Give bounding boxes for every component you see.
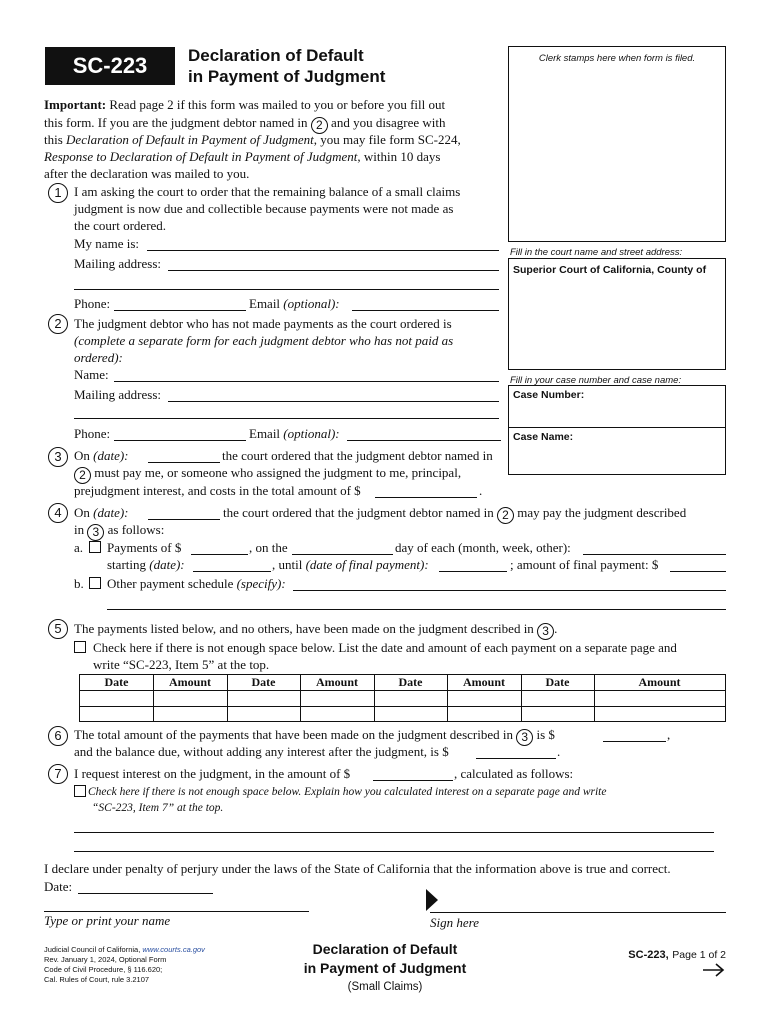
item2-email-label bbox=[249, 425, 340, 442]
table-header-date-4: Date bbox=[545, 675, 570, 689]
important-text-4a: Response to Declaration of Default in Payment of Judgment bbox=[44, 149, 358, 164]
clerk-stamp-box bbox=[508, 46, 726, 242]
footer-title bbox=[275, 940, 495, 996]
item4-line1b: the court ordered that the judgment debtor named in bbox=[223, 505, 494, 520]
item4a-starting bbox=[107, 556, 185, 573]
item4b-label: b. bbox=[74, 576, 84, 591]
item2-phone-label: Phone: bbox=[74, 426, 111, 441]
item4b-other bbox=[107, 575, 286, 592]
footer-source bbox=[44, 945, 205, 985]
item7-check-line1: Check here if there is not enough space below. Explain how you calculated interest on a separate page and write bbox=[88, 786, 607, 798]
item4a-label: a. bbox=[74, 540, 84, 555]
item2-email-text: Email bbox=[249, 426, 281, 441]
footer-website-link[interactable]: www.courts.ca.gov bbox=[142, 945, 205, 954]
important-text-2b: and you disagree with bbox=[331, 115, 446, 130]
item4a-period-field[interactable] bbox=[583, 554, 726, 555]
item1-line2: judgment is now due and collectible because payments were not made as bbox=[74, 201, 454, 216]
item4a-final-amount-label: ; amount of final payment: $ bbox=[510, 557, 659, 572]
item3-on: On bbox=[74, 448, 90, 463]
item2-name-field[interactable] bbox=[114, 381, 499, 382]
item1-name-field[interactable] bbox=[147, 250, 499, 251]
item7-explanation-field[interactable] bbox=[74, 832, 714, 833]
item7-check-line2: “SC-223, Item 7” at the top. bbox=[92, 802, 224, 814]
item1-phone-field[interactable] bbox=[114, 310, 246, 311]
item6-period: . bbox=[557, 744, 561, 759]
signature-field[interactable] bbox=[430, 912, 726, 913]
item4a-starting-date: (date): bbox=[149, 557, 185, 572]
table-header-date-2: Date bbox=[251, 675, 276, 689]
item4-on-label bbox=[74, 504, 129, 521]
item4a-starting-text: starting bbox=[107, 557, 146, 572]
item-number-2: 2 bbox=[48, 314, 68, 334]
item4-line1c: may pay the judgment described bbox=[517, 505, 687, 520]
item1-line3: the court ordered. bbox=[74, 218, 167, 233]
important-text-1: Read page 2 if this form was mailed to you or before you fill out bbox=[106, 97, 446, 112]
declaration-date-label: Date: bbox=[44, 879, 73, 894]
footer-page-number: Page 1 of 2 bbox=[672, 949, 726, 961]
footer-title-line1: Declaration of Default bbox=[312, 941, 458, 957]
important-text-3a: this bbox=[44, 132, 63, 147]
item3-line2-text: must pay me, or someone who assigned the judgment to me, principal, bbox=[94, 465, 462, 480]
item-ref-circle-3b: 3 bbox=[537, 623, 554, 640]
item3-date-field[interactable] bbox=[148, 462, 220, 463]
item4-date-field[interactable] bbox=[148, 519, 220, 520]
item-ref-circle-2: 2 bbox=[311, 117, 328, 134]
footer-subtitle: (Small Claims) bbox=[347, 981, 423, 993]
item-number-4: 4 bbox=[48, 503, 68, 523]
item3-line1b: the court ordered that the judgment debtor named in bbox=[222, 448, 493, 463]
item7-line1a: I request interest on the judgment, in the amount of $ bbox=[74, 766, 351, 781]
case-number-box[interactable] bbox=[508, 385, 726, 428]
item7-interest-field[interactable] bbox=[373, 780, 453, 781]
item6-balance-field[interactable] bbox=[476, 758, 556, 759]
item5-check-line1: Check here if there is not enough space below. List the date and amount of each payment on a separate page and bbox=[93, 640, 677, 655]
item-number-1: 1 bbox=[48, 183, 68, 203]
table-header-amount-1: Amount bbox=[168, 675, 211, 689]
item1-line1: I am asking the court to order that the remaining balance of a small claims bbox=[74, 184, 461, 199]
item4a-until-text: , until bbox=[272, 557, 303, 572]
item1-mailing-field-2[interactable] bbox=[74, 289, 499, 290]
case-name-box[interactable] bbox=[508, 427, 726, 475]
item5-check-line2: write “SC-223, Item 5” at the top. bbox=[93, 657, 270, 672]
item5-line1-end: . bbox=[554, 621, 558, 636]
important-notice-line1 bbox=[44, 96, 445, 113]
item2-mailing-field[interactable] bbox=[168, 401, 499, 402]
item6-comma: , bbox=[667, 727, 671, 742]
item3-amount-field[interactable] bbox=[375, 497, 477, 498]
item3-date-label: (date): bbox=[93, 448, 129, 463]
table-header-amount-2: Amount bbox=[315, 675, 358, 689]
item-number-3: 3 bbox=[48, 447, 68, 467]
case-info-prompt: Fill in your case number and case name: bbox=[510, 375, 682, 386]
item6-line1b: is $ bbox=[536, 727, 555, 742]
item4a-until bbox=[272, 556, 429, 573]
item-ref-circle-2c: 2 bbox=[497, 507, 514, 524]
item2-mailing-label: Mailing address: bbox=[74, 387, 162, 402]
item1-email-field[interactable] bbox=[352, 310, 499, 311]
court-name-label: Superior Court of California, County of bbox=[513, 264, 707, 276]
case-number-label: Case Number: bbox=[513, 389, 585, 401]
item2-phone-field[interactable] bbox=[114, 440, 246, 441]
item1-phone-label: Phone: bbox=[74, 296, 111, 311]
court-name-box[interactable] bbox=[508, 258, 726, 370]
item4a-checkbox[interactable] bbox=[89, 541, 101, 553]
court-name-prompt: Fill in the court name and street address: bbox=[510, 247, 683, 258]
item4a-final-date-field[interactable] bbox=[439, 571, 507, 572]
sign-here-arrow-icon bbox=[426, 889, 438, 911]
form-title bbox=[188, 45, 385, 87]
item4b-other-text: Other payment schedule bbox=[107, 576, 234, 591]
item2-line2: (complete a separate form for each judgment debtor who has not paid as bbox=[74, 333, 454, 348]
form-title-line2: in Payment of Judgment bbox=[188, 67, 386, 86]
important-text-4b: , within 10 days bbox=[357, 149, 441, 164]
item5-line1 bbox=[74, 620, 557, 640]
item-ref-circle-3c: 3 bbox=[516, 729, 533, 746]
footer-code: Code of Civil Procedure, § 116.620; bbox=[44, 965, 163, 974]
footer-form-id: SC-223, bbox=[628, 949, 669, 961]
item4b-specify: (specify): bbox=[236, 576, 286, 591]
footer-council-line bbox=[44, 945, 205, 955]
item1-mailing-field[interactable] bbox=[168, 270, 499, 271]
item4a-payment-amount-field[interactable] bbox=[191, 554, 248, 555]
important-notice-line4 bbox=[44, 148, 440, 165]
item2-email-field[interactable] bbox=[347, 440, 501, 441]
item1-mailing-label: Mailing address: bbox=[74, 256, 162, 271]
item-ref-circle-3: 3 bbox=[87, 524, 104, 541]
item-ref-circle-2b: 2 bbox=[74, 467, 91, 484]
item2-line1: The judgment debtor who has not made payments as the court ordered is bbox=[74, 316, 452, 331]
clerk-stamp-label: Clerk stamps here when form is filed. bbox=[538, 53, 696, 64]
important-notice-line3 bbox=[44, 131, 461, 148]
important-text-3c: , you may file form SC-224, bbox=[313, 132, 461, 147]
form-id-badge: SC-223 bbox=[45, 47, 175, 85]
payments-table bbox=[79, 674, 726, 722]
item4a-final-date-label: (date of final payment): bbox=[305, 557, 429, 572]
item1-name-label: My name is: bbox=[74, 236, 139, 251]
item5-line1-text: The payments listed below, and no others, have been made on the judgment described in bbox=[74, 621, 534, 636]
item3-period: . bbox=[479, 483, 483, 498]
item4a-day-field[interactable] bbox=[292, 554, 393, 555]
item2-mailing-field-2[interactable] bbox=[74, 418, 499, 419]
footer-rev: Rev. January 1, 2024, Optional Form bbox=[44, 955, 167, 964]
important-text-2a: this form. If you are the judgment debtor named in bbox=[44, 115, 308, 130]
item3-on-label bbox=[74, 447, 129, 464]
table-header-amount-3: Amount bbox=[462, 675, 505, 689]
sign-here-label: Sign here bbox=[430, 915, 479, 930]
item1-email-label bbox=[249, 295, 340, 312]
footer-rules: Cal. Rules of Court, rule 3.2107 bbox=[44, 975, 150, 984]
item-number-5: 5 bbox=[48, 619, 68, 639]
item5-checkbox[interactable] bbox=[74, 641, 86, 653]
item7-explanation-field-2[interactable] bbox=[74, 851, 714, 852]
declaration-text: I declare under penalty of perjury under the laws of the State of California that the information above is true and correct. bbox=[44, 861, 671, 876]
item6-line1a: The total amount of the payments that have been made on the judgment described in bbox=[74, 727, 513, 742]
item4-line1 bbox=[223, 504, 686, 524]
item4-line2a: in bbox=[74, 522, 85, 537]
item7-checkbox[interactable] bbox=[74, 785, 86, 797]
item-number-7: 7 bbox=[48, 764, 68, 784]
item4b-schedule-field-2[interactable] bbox=[107, 609, 726, 610]
item1-email-text: Email bbox=[249, 296, 281, 311]
item4a-final-amount-field[interactable] bbox=[670, 571, 726, 572]
footer-council: Judicial Council of California, bbox=[44, 945, 141, 954]
important-text-3b: Declaration of Default in Payment of Judgment bbox=[66, 132, 314, 147]
footer-page-info bbox=[600, 946, 726, 961]
item4a-payments: Payments of $ bbox=[107, 540, 182, 555]
item2-email-optional: (optional): bbox=[283, 426, 340, 441]
declaration-date-field[interactable] bbox=[78, 893, 213, 894]
item4-line2 bbox=[74, 521, 164, 541]
table-header-date-3: Date bbox=[398, 675, 423, 689]
item7-line1b: , calculated as follows: bbox=[454, 766, 574, 781]
item4b-schedule-field[interactable] bbox=[293, 590, 726, 591]
table-header-date-1: Date bbox=[104, 675, 129, 689]
item6-total-paid-field[interactable] bbox=[603, 741, 666, 742]
item4-date-label: (date): bbox=[93, 505, 129, 520]
item4-on: On bbox=[74, 505, 90, 520]
item2-name-label: Name: bbox=[74, 367, 109, 382]
print-name-label: Type or print your name bbox=[44, 913, 171, 928]
case-name-label: Case Name: bbox=[513, 431, 574, 443]
item4a-start-date-field[interactable] bbox=[193, 571, 271, 572]
item3-line2 bbox=[74, 464, 461, 484]
item1-email-optional: (optional): bbox=[283, 296, 340, 311]
item4b-checkbox[interactable] bbox=[89, 577, 101, 589]
item3-line3: prejudgment interest, and costs in the total amount of $ bbox=[74, 483, 361, 498]
item4a-day-of: day of each (month, week, other): bbox=[395, 540, 571, 555]
table-header-amount-4: Amount bbox=[638, 675, 681, 689]
form-title-line1: Declaration of Default bbox=[188, 46, 364, 65]
item4-line2b: as follows: bbox=[107, 522, 165, 537]
next-page-arrow-icon bbox=[703, 963, 725, 977]
item4a-on-the: , on the bbox=[249, 540, 288, 555]
item-number-6: 6 bbox=[48, 726, 68, 746]
important-lead: Important: bbox=[44, 97, 107, 112]
footer-title-line2: in Payment of Judgment bbox=[303, 960, 467, 976]
important-notice-line5: after the declaration was mailed to you. bbox=[44, 166, 250, 181]
item6-line2: and the balance due, without adding any interest after the judgment, is $ bbox=[74, 744, 449, 759]
item2-line3: ordered): bbox=[74, 350, 123, 365]
